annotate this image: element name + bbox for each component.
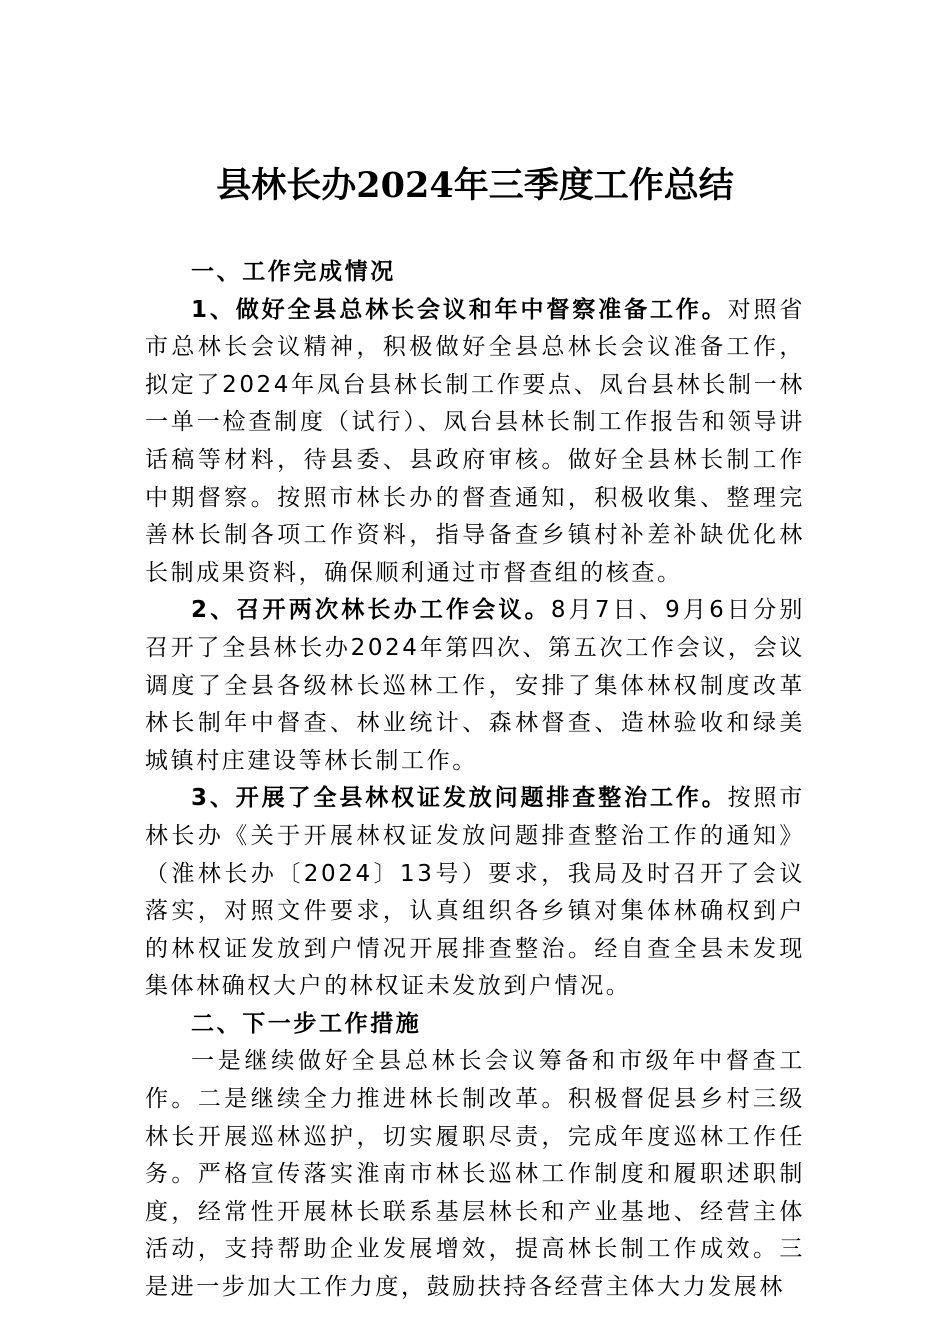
work-item-2-text: 8月7日、9月6日分别召开了全县林长办2024年第四次、第五次工作会议，会议调度了全县各级林长巡林工作，安排了集体林权制度改革林长制年中督查、林业统计、森林督查、造林验收和绿美城镇村庄建设等林长制工作。 [145, 597, 805, 774]
document-body [145, 254, 805, 1307]
section-heading-next-steps: 二、下一步工作措施 [191, 1010, 422, 1037]
work-item-3 [145, 780, 805, 1006]
work-item-1 [145, 292, 805, 593]
work-item-1-lead: 1、做好全县总林长会议和年中督察准备工作。 [191, 296, 728, 323]
work-item-2 [145, 592, 805, 780]
document-title: 县林长办2024年三季度工作总结 [216, 165, 734, 206]
work-item-3-text: 按照市林长办《关于开展林权证发放问题排查整治工作的通知》（淮林长办〔2024〕13号）要求，我局及时召开了会议落实，对照文件要求，认真组织各乡镇对集体林确权到户的林权证发放到户情况开展排查整治。经自查全县未发现集体林确权大户的林权证未发放到户情况。 [145, 785, 805, 1000]
section-heading-work-completed: 一、工作完成情况 [191, 259, 396, 285]
next-steps-paragraph: 一是继续做好全县总林长会议筹备和市级年中督查工作。二是继续全力推进林长制改革。积极督促县乡村三级林长开展巡林巡护，切实履职尽责，完成年度巡林工作任务。严格宣传落实淮南市林长巡林工作制度和履职述职制度，经常性开展林长联系基层林长和产业基地、经营主体活动，支持帮助企业发展增效，提高林长制工作成效。三是进一步加大工作力度，鼓励扶持各经营主体大力发展林 [145, 1048, 805, 1301]
work-item-3-lead: 3、开展了全县林权证发放问题排查整治工作。 [191, 785, 728, 812]
work-item-2-lead: 2、召开两次林长办工作会议。 [191, 597, 551, 624]
work-item-1-text: 对照省市总林长会议精神，积极做好全县总林长会议准备工作，拟定了2024年凤台县林长制工作要点、凤台县林长制一林一单一检查制度（试行）、凤台县林长制工作报告和领导讲话稿等材料，待县委、县政府审核。做好全县林长制工作中期督察。按照市林长办的督查通知，积极收集、整理完善林长制各项工作资料，指导备查乡镇村补差补缺优化林长制成果资料，确保顺利通过市督查组的核查。 [145, 296, 805, 586]
